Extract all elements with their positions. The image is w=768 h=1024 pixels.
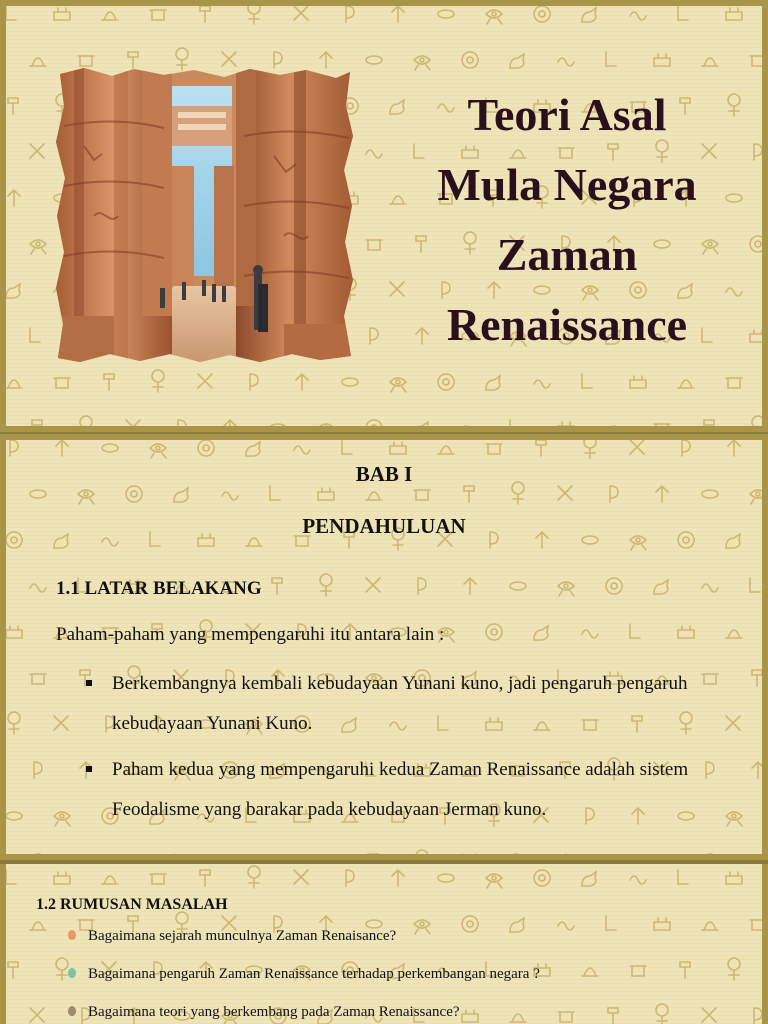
hieroglyph-glyph bbox=[702, 58, 718, 66]
chapter-title: PENDAHULUAN bbox=[302, 514, 466, 538]
hieroglyph-glyph bbox=[750, 920, 766, 930]
hieroglyph-glyph bbox=[30, 854, 46, 860]
bullet-dot-icon bbox=[68, 1006, 76, 1016]
hieroglyph-glyph bbox=[462, 854, 476, 860]
hieroglyph-glyph bbox=[510, 582, 526, 590]
hieroglyph-glyph bbox=[198, 440, 214, 456]
hieroglyph-glyph bbox=[8, 98, 18, 114]
list-item-text: Bagaimana pengaruh Zaman Renaissance terhadap perkembangan negara ? bbox=[88, 966, 540, 982]
hieroglyph-glyph bbox=[630, 876, 646, 884]
hieroglyph-glyph bbox=[200, 6, 210, 22]
hieroglyph-glyph bbox=[8, 190, 20, 206]
hieroglyph-glyph bbox=[248, 2, 260, 24]
hieroglyph-glyph bbox=[702, 922, 718, 930]
problem-statement-slide bbox=[0, 864, 768, 1024]
hieroglyph-glyph bbox=[366, 56, 382, 64]
hieroglyph-glyph bbox=[514, 854, 522, 860]
hieroglyph-glyph bbox=[560, 854, 572, 860]
hieroglyph-glyph bbox=[438, 10, 454, 18]
hieroglyph-glyph bbox=[704, 420, 714, 432]
hieroglyph-glyph bbox=[678, 380, 694, 388]
hieroglyph-glyph bbox=[366, 420, 382, 432]
hieroglyph-glyph bbox=[8, 712, 20, 734]
hieroglyph-glyph bbox=[464, 486, 474, 502]
hieroglyph-glyph bbox=[462, 426, 478, 432]
hieroglyph-glyph bbox=[582, 630, 598, 638]
hieroglyph-glyph bbox=[726, 872, 742, 884]
hieroglyph-glyph bbox=[654, 918, 670, 930]
title-line: Zaman bbox=[496, 229, 638, 280]
hieroglyph-glyph bbox=[630, 966, 646, 976]
hieroglyph-glyph bbox=[726, 8, 742, 20]
hieroglyph-glyph bbox=[248, 866, 260, 888]
hieroglyph-glyph bbox=[486, 444, 502, 454]
hieroglyph-glyph bbox=[754, 1008, 762, 1024]
hieroglyph-glyph bbox=[486, 624, 502, 640]
hieroglyph-glyph bbox=[174, 854, 184, 860]
hieroglyph-glyph bbox=[536, 440, 546, 456]
hieroglyph-glyph bbox=[630, 440, 644, 454]
hieroglyph-glyph bbox=[606, 858, 622, 860]
hieroglyph-glyph bbox=[414, 422, 428, 432]
list-item-text: Bagaimana sejarah munculnya Zaman Renaisance? bbox=[88, 928, 397, 944]
hieroglyph-glyph bbox=[678, 626, 694, 638]
hieroglyph-glyph bbox=[582, 968, 598, 976]
hieroglyph-glyph bbox=[606, 916, 616, 930]
hieroglyph-glyph bbox=[222, 52, 236, 66]
hieroglyph-glyph bbox=[200, 870, 210, 886]
hieroglyph-glyph bbox=[174, 488, 188, 502]
hieroglyph-glyph bbox=[392, 6, 404, 22]
hieroglyph-glyph bbox=[272, 578, 282, 594]
hieroglyph-glyph bbox=[656, 486, 668, 502]
hieroglyph-glyph bbox=[728, 958, 740, 980]
hieroglyph-glyph bbox=[750, 330, 766, 342]
hieroglyph-glyph bbox=[486, 10, 502, 24]
hieroglyph-glyph bbox=[558, 582, 574, 596]
title-line: Mula Negara bbox=[437, 159, 697, 210]
hieroglyph-glyph bbox=[486, 376, 500, 390]
hieroglyph-glyph bbox=[630, 624, 640, 638]
hieroglyph-glyph bbox=[438, 874, 454, 882]
list-item bbox=[86, 750, 746, 830]
hieroglyph-glyph bbox=[702, 490, 718, 498]
hieroglyph-glyph bbox=[750, 856, 764, 860]
hieroglyph-glyph bbox=[318, 858, 334, 860]
hieroglyph-glyph bbox=[80, 416, 92, 432]
hieroglyph-glyph bbox=[510, 54, 524, 68]
hieroglyph-glyph bbox=[534, 626, 548, 640]
hieroglyph-glyph bbox=[78, 856, 92, 860]
hieroglyph-glyph bbox=[150, 444, 166, 458]
hieroglyph-glyph bbox=[654, 580, 668, 594]
hieroglyph-glyph bbox=[558, 1012, 574, 1022]
hieroglyph-glyph bbox=[30, 674, 46, 684]
square-bullet-icon bbox=[86, 766, 92, 772]
intro-text: Paham-paham yang mempengaruhi itu antara lain : bbox=[56, 624, 445, 645]
hieroglyph-glyph bbox=[654, 54, 670, 66]
hieroglyph-glyph bbox=[6, 870, 16, 884]
hieroglyph-glyph bbox=[346, 6, 354, 22]
hieroglyph-glyph bbox=[418, 578, 426, 594]
hieroglyph-glyph bbox=[54, 872, 70, 884]
hieroglyph-glyph bbox=[294, 870, 308, 884]
hieroglyph-glyph bbox=[54, 378, 70, 388]
hieroglyph-glyph bbox=[6, 380, 22, 388]
hieroglyph-glyph bbox=[30, 328, 40, 342]
hieroglyph-glyph bbox=[30, 1008, 44, 1022]
list-item bbox=[68, 1000, 540, 1024]
hieroglyph-glyph bbox=[270, 424, 286, 432]
hieroglyph-glyph bbox=[414, 490, 430, 500]
hieroglyph-glyph bbox=[462, 52, 478, 68]
hieroglyph-glyph bbox=[78, 56, 94, 66]
hieroglyph-glyph bbox=[678, 870, 688, 884]
hieroglyph-glyph bbox=[30, 144, 44, 158]
hieroglyph-glyph bbox=[150, 874, 166, 884]
title-slide bbox=[0, 0, 768, 432]
hieroglyph-glyph bbox=[366, 492, 382, 500]
hieroglyph-glyph bbox=[750, 236, 766, 252]
hieroglyph-glyph bbox=[752, 762, 764, 778]
hieroglyph-glyph bbox=[54, 8, 70, 20]
hieroglyph-glyph bbox=[414, 56, 430, 70]
hieroglyph-glyph bbox=[30, 490, 46, 498]
hieroglyph-glyph bbox=[30, 922, 46, 930]
hieroglyph-glyph bbox=[726, 378, 742, 388]
hieroglyph-glyph bbox=[150, 10, 166, 20]
hieroglyph-glyph bbox=[702, 584, 718, 592]
hieroglyph-glyph bbox=[678, 6, 688, 20]
hieroglyph-glyph bbox=[558, 922, 574, 930]
hieroglyph-glyph bbox=[370, 328, 378, 344]
hieroglyph-glyph bbox=[320, 574, 332, 596]
hieroglyph-glyph bbox=[246, 442, 260, 456]
list-item bbox=[68, 962, 540, 1000]
hieroglyph-glyph bbox=[366, 578, 380, 592]
hieroglyph-glyph bbox=[654, 858, 670, 860]
hieroglyph-glyph bbox=[56, 440, 68, 456]
hieroglyph-glyph bbox=[178, 420, 186, 432]
hieroglyph-glyph bbox=[582, 8, 596, 22]
hieroglyph-glyph bbox=[534, 870, 550, 886]
hieroglyph-glyph bbox=[558, 422, 574, 432]
hieroglyph-glyph bbox=[30, 240, 46, 254]
hieroglyph-glyph bbox=[486, 874, 502, 888]
hieroglyph-glyph bbox=[630, 12, 646, 20]
hieroglyph-glyph bbox=[222, 492, 238, 500]
hieroglyph-glyph bbox=[102, 538, 118, 546]
hieroglyph-glyph bbox=[534, 6, 550, 22]
hieroglyph-glyph bbox=[750, 578, 760, 592]
hieroglyph-glyph bbox=[250, 374, 258, 390]
hieroglyph-glyph bbox=[438, 446, 454, 454]
section-heading: 1.1 LATAR BELAKANG bbox=[56, 578, 262, 599]
hieroglyph-glyph bbox=[606, 426, 622, 432]
hieroglyph-glyph bbox=[30, 584, 46, 592]
hieroglyph-glyph bbox=[368, 854, 378, 860]
hieroglyph-glyph bbox=[78, 490, 94, 504]
hieroglyph-glyph bbox=[30, 58, 46, 66]
hieroglyph-glyph bbox=[270, 486, 280, 500]
hieroglyph-glyph bbox=[582, 374, 592, 388]
bullet-dot-icon bbox=[68, 930, 76, 940]
hieroglyph-glyph bbox=[750, 56, 766, 66]
hieroglyph-glyph bbox=[416, 850, 428, 860]
section-heading: 1.2 RUMUSAN MASALAH bbox=[36, 896, 228, 913]
hieroglyph-glyph bbox=[54, 716, 68, 730]
hieroglyph-glyph bbox=[682, 440, 690, 456]
question-list bbox=[68, 924, 540, 1024]
hieroglyph-glyph bbox=[318, 424, 334, 432]
hieroglyph-glyph bbox=[104, 374, 114, 390]
hieroglyph-glyph bbox=[534, 380, 550, 388]
hieroglyph-glyph bbox=[198, 374, 212, 388]
hieroglyph-glyph bbox=[558, 58, 574, 66]
introduction-slide bbox=[0, 434, 768, 860]
hieroglyph-glyph bbox=[6, 812, 22, 820]
hieroglyph-glyph bbox=[680, 962, 690, 978]
hieroglyph-glyph bbox=[10, 440, 18, 456]
hieroglyph-glyph bbox=[32, 420, 42, 432]
hieroglyph-glyph bbox=[702, 854, 718, 860]
hieroglyph-glyph bbox=[754, 144, 762, 160]
hieroglyph-glyph bbox=[726, 630, 742, 638]
hieroglyph-glyph bbox=[582, 872, 596, 886]
bullet-list bbox=[86, 664, 746, 836]
hieroglyph-glyph bbox=[102, 12, 118, 20]
hieroglyph-glyph bbox=[6, 284, 20, 298]
hieroglyph-glyph bbox=[8, 962, 18, 978]
hieroglyph-glyph bbox=[656, 1004, 668, 1024]
hieroglyph-glyph bbox=[102, 876, 118, 884]
hieroglyph-glyph bbox=[654, 424, 670, 432]
hieroglyph-glyph bbox=[390, 442, 406, 454]
hieroglyph-glyph bbox=[6, 626, 22, 638]
hieroglyph-glyph bbox=[606, 52, 616, 66]
hieroglyph-glyph bbox=[224, 420, 236, 432]
hieroglyph-glyph bbox=[126, 486, 142, 502]
hieroglyph-glyph bbox=[510, 420, 520, 432]
hieroglyph-glyph bbox=[222, 856, 238, 860]
hieroglyph-glyph bbox=[6, 6, 16, 20]
hieroglyph-glyph bbox=[102, 444, 118, 452]
title-line: Teori Asal bbox=[467, 89, 667, 140]
hieroglyph-glyph bbox=[728, 440, 740, 456]
hieroglyph-glyph bbox=[318, 488, 334, 500]
square-bullet-icon bbox=[86, 680, 92, 686]
bullet-dot-icon bbox=[68, 968, 76, 978]
hieroglyph-glyph bbox=[606, 578, 622, 594]
hieroglyph-glyph bbox=[152, 370, 164, 392]
hieroglyph-glyph bbox=[392, 870, 404, 886]
hieroglyph-glyph bbox=[630, 376, 646, 388]
hieroglyph-glyph bbox=[752, 670, 762, 686]
hieroglyph-glyph bbox=[126, 420, 140, 432]
list-item-text: Berkembangnya kembali kebudayaan Yunani kuno, jadi pengaruh pengaruh kebudayaan Yunani Kuno. bbox=[112, 673, 688, 734]
hieroglyph-glyph bbox=[610, 486, 618, 502]
hieroglyph-glyph bbox=[390, 378, 406, 392]
hieroglyph-glyph bbox=[608, 1008, 618, 1024]
title-line: Renaissance bbox=[446, 299, 688, 350]
hieroglyph-glyph bbox=[54, 812, 70, 826]
hieroglyph-glyph bbox=[346, 870, 354, 886]
hieroglyph-glyph bbox=[56, 958, 68, 980]
hieroglyph-glyph bbox=[246, 538, 262, 546]
hieroglyph-glyph bbox=[464, 578, 476, 594]
hieroglyph-glyph bbox=[342, 378, 358, 386]
hieroglyph-glyph bbox=[702, 1008, 716, 1022]
hieroglyph-glyph bbox=[366, 240, 382, 250]
temple-columns-photo bbox=[54, 66, 354, 364]
list-item-text: Paham kedua yang mempengaruhi kedua Zaman Renaissance adalah sistem Feodalisme yang barakar pada kebudayaan Jerman kuno. bbox=[112, 759, 689, 820]
hieroglyph-glyph bbox=[296, 374, 308, 390]
hieroglyph-glyph bbox=[438, 374, 454, 390]
hieroglyph-glyph bbox=[294, 446, 310, 454]
hieroglyph-glyph bbox=[366, 150, 382, 158]
hieroglyph-glyph bbox=[752, 416, 764, 432]
chapter-heading: BAB I bbox=[355, 462, 413, 486]
hieroglyph-glyph bbox=[584, 436, 596, 458]
list-item bbox=[68, 924, 540, 962]
hieroglyph-glyph bbox=[342, 440, 352, 454]
hieroglyph-glyph bbox=[294, 6, 308, 20]
list-item-text: Bagaimana teori yang berkembang pada Zaman Renaissance? bbox=[88, 1004, 460, 1020]
presentation-title bbox=[392, 80, 742, 360]
hieroglyph-glyph bbox=[34, 762, 42, 778]
hieroglyph-glyph bbox=[750, 490, 766, 504]
hieroglyph-glyph bbox=[558, 486, 572, 500]
list-item bbox=[86, 664, 746, 744]
